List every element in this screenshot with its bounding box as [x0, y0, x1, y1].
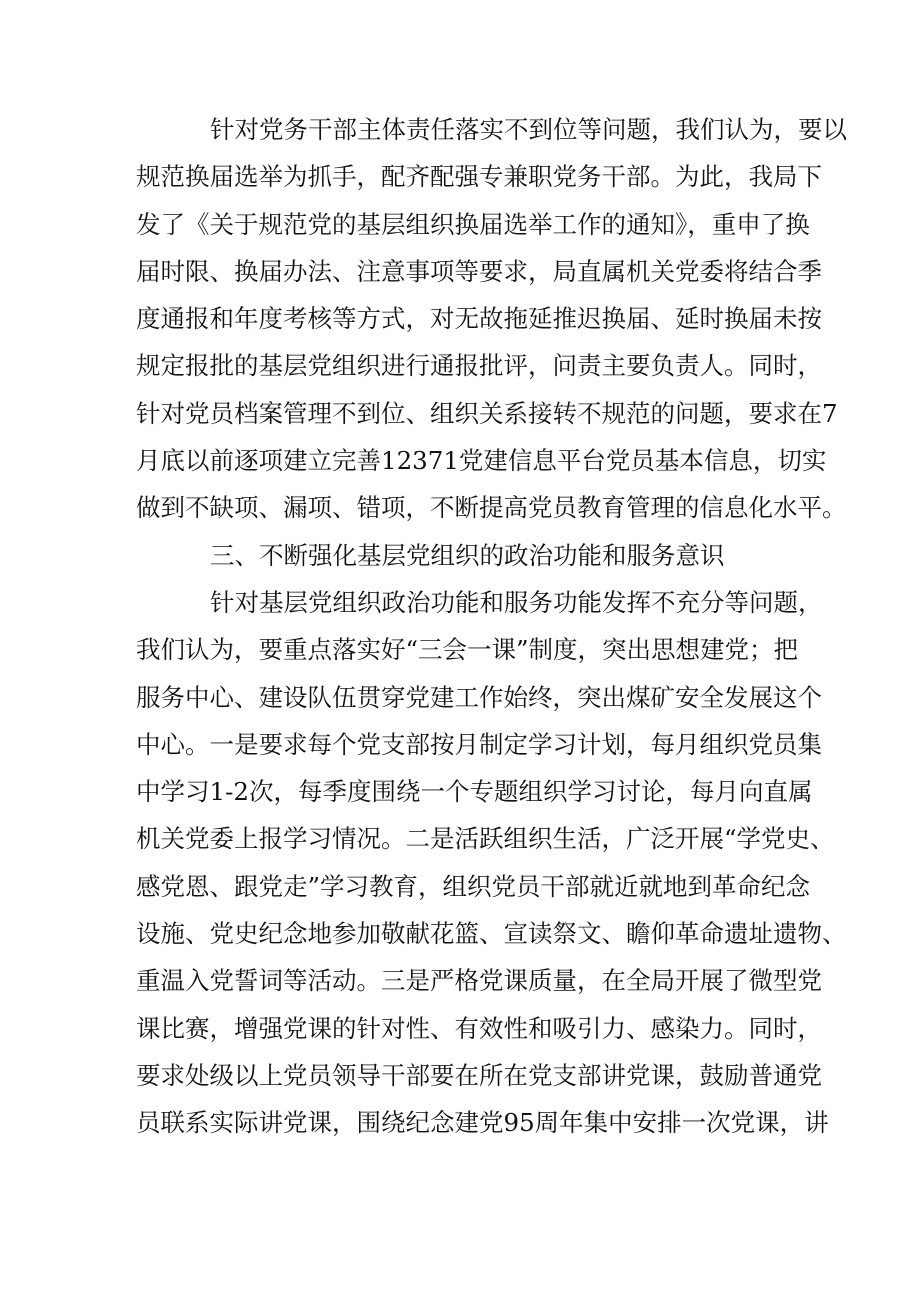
- paragraph-line: 月底以前逐项建立完善12371党建信息平台党员基本信息，切实: [136, 446, 827, 476]
- paragraph-line: 重温入党誓词等活动。三是严格党课质量，在全局开展了微型党: [136, 966, 822, 996]
- section-heading: 三、不断强化基层党组织的政治功能和服务意识: [210, 540, 725, 570]
- paragraph-line: 发了《关于规范党的基层组织换届选举工作的通知》，重申了换: [136, 209, 810, 239]
- paragraph-line: 做到不缺项、漏项、错项，不断提高党员教育管理的信息化水平。: [136, 493, 847, 523]
- paragraph-line: 针对基层党组织政治功能和服务功能发挥不充分等问题，: [210, 587, 823, 617]
- paragraph-line: 要求处级以上党员领导干部要在所在党支部讲党课，鼓励普通党: [136, 1060, 822, 1090]
- paragraph-line: 课比赛，增强党课的针对性、有效性和吸引力、感染力。同时，: [136, 1013, 822, 1043]
- paragraph-line: 中学习1-2次，每季度围绕一个专题组织学习讨论，每月向直属: [136, 777, 813, 807]
- paragraph-line: 规范换届选举为抓手，配齐配强专兼职党务干部。为此，我局下: [136, 162, 822, 192]
- paragraph-line: 服务中心、建设队伍贯穿党建工作始终，突出煤矿安全发展这个: [136, 682, 822, 712]
- paragraph-line: 我们认为，要重点落实好“三会一课”制度，突出思想建党；把: [136, 635, 799, 665]
- paragraph-line: 度通报和年度考核等方式，对无故拖延推迟换届、延时换届未按: [136, 304, 822, 334]
- paragraph-line: 员联系实际讲党课，围绕纪念建党95周年集中安排一次党课，讲: [136, 1108, 829, 1138]
- paragraph-line: 中心。一是要求每个党支部按月制定学习计划，每月组织党员集: [136, 729, 822, 759]
- paragraph-line: 感党恩、跟党走”学习教育，组织党员干部就近就地到革命纪念: [136, 871, 811, 901]
- paragraph-line: 机关党委上报学习情况。二是活跃组织生活，广泛开展“学党史、: [136, 824, 835, 854]
- paragraph-line: 针对党务干部主体责任落实不到位等问题，我们认为，要以: [210, 115, 847, 144]
- paragraph-line: 针对党员档案管理不到位、组织关系接转不规范的问题，要求在7: [136, 398, 838, 428]
- body-text: [136, 106, 847, 1147]
- paragraph-line: 届时限、换届办法、注意事项等要求，局直属机关党委将结合季: [136, 256, 822, 286]
- paragraph-line: 设施、党史纪念地参加敬献花篮、宣读祭文、瞻仰革命遗址遗物、: [136, 919, 847, 949]
- paragraph-line: 规定报批的基层党组织进行通报批评，问责主要负责人。同时，: [136, 351, 822, 381]
